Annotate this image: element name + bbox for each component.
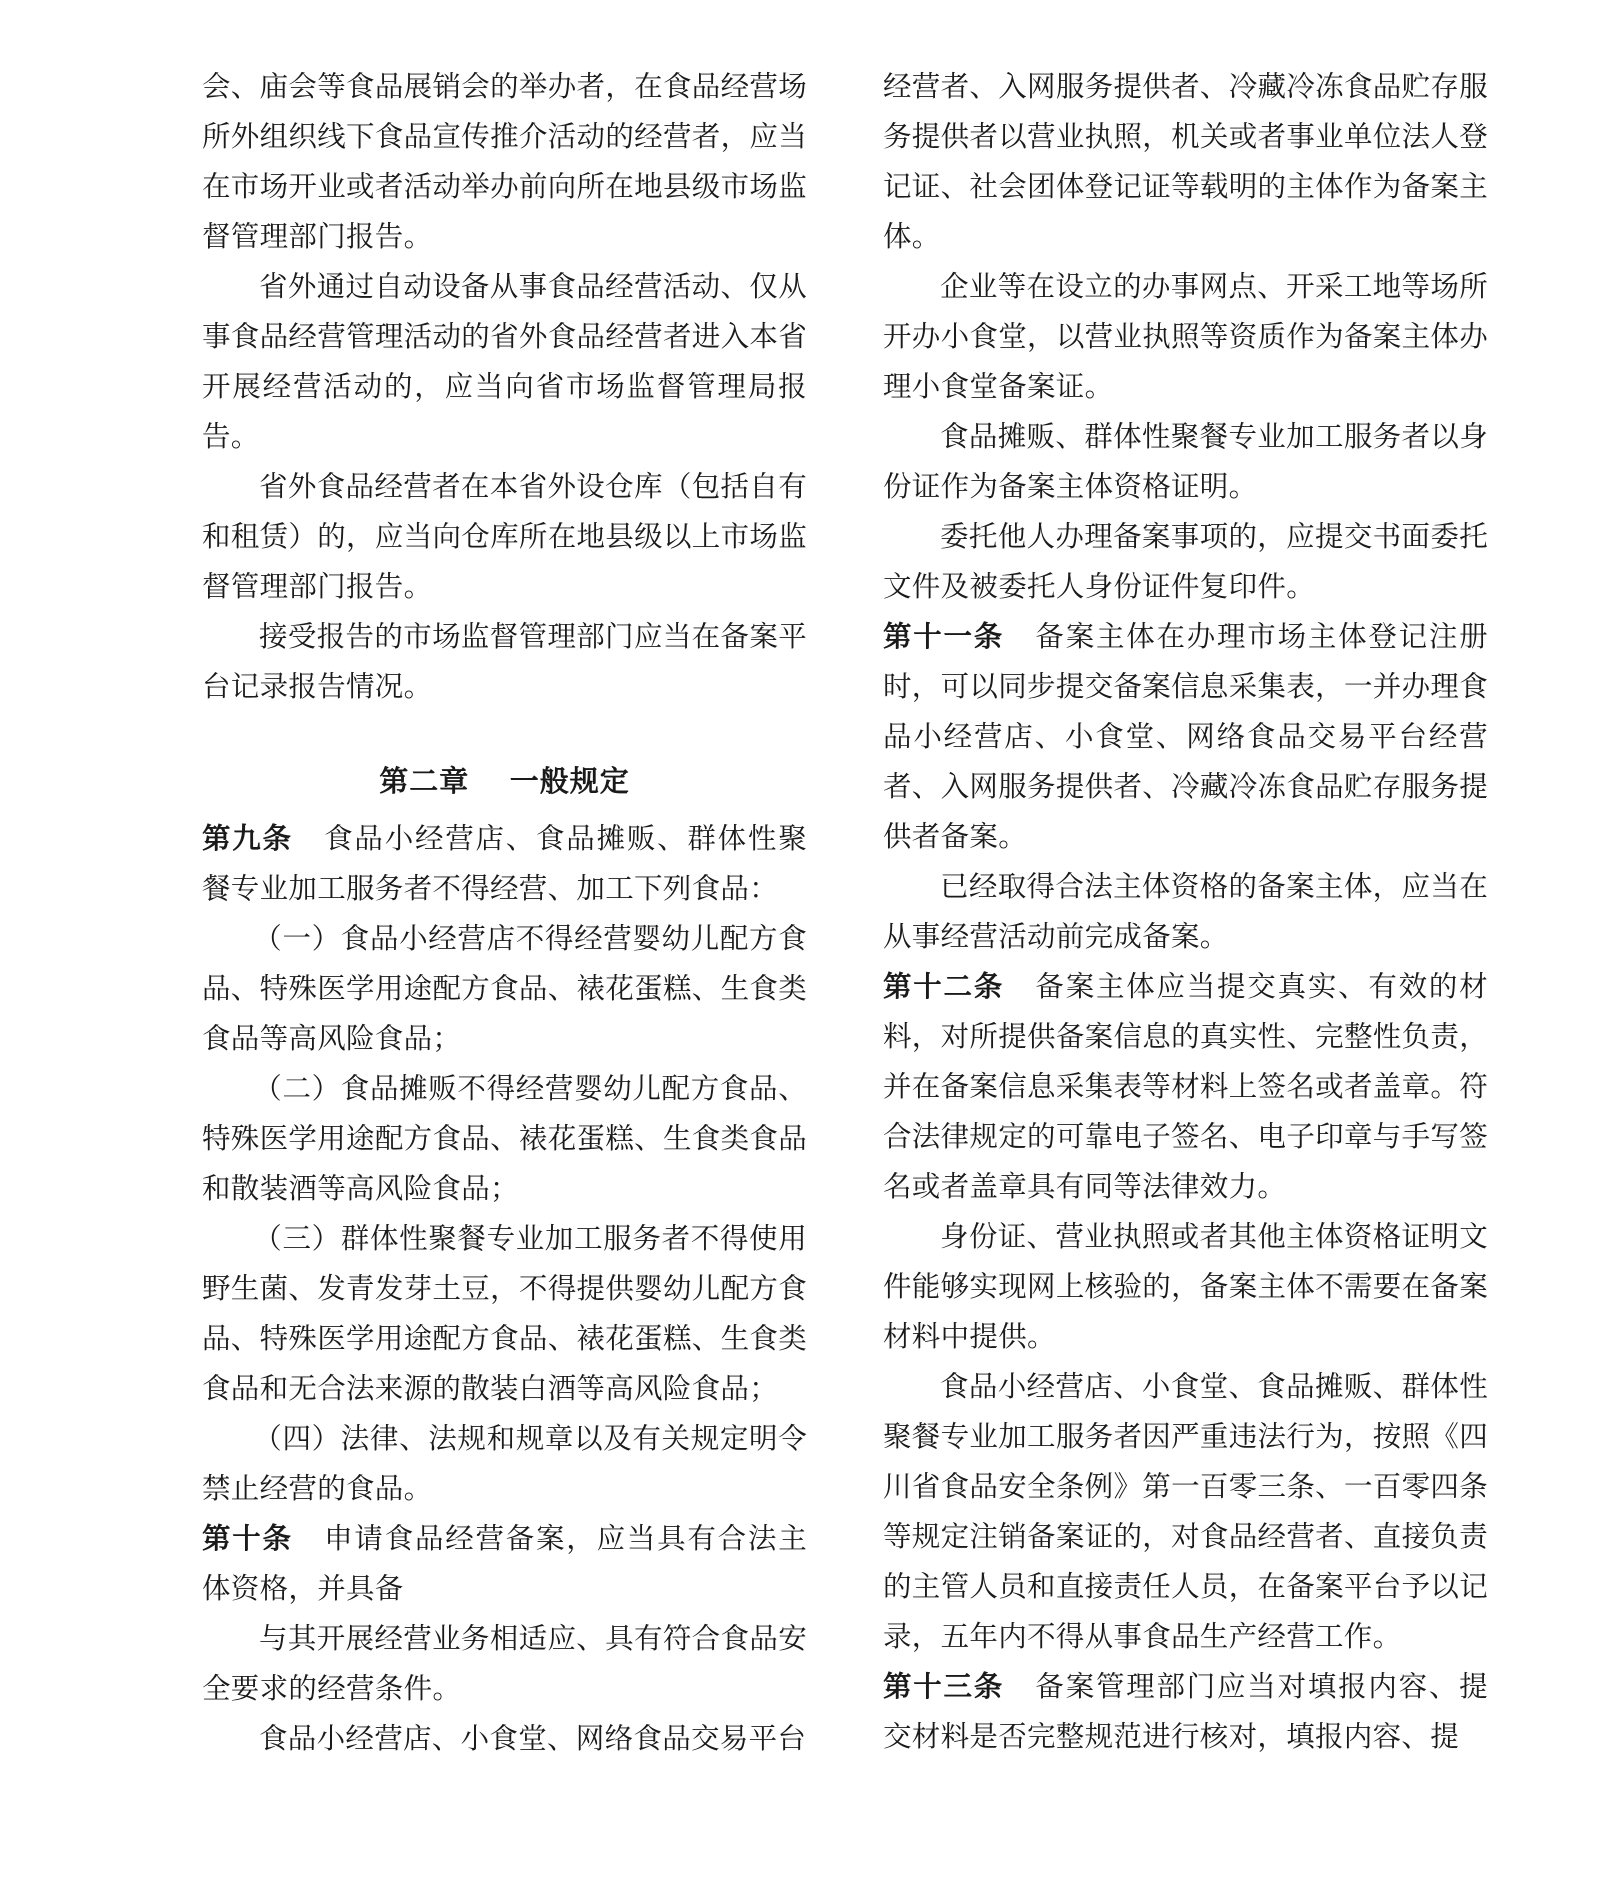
article-text: 备案主体应当提交真实、有效的材料，对所提供备案信息的真实性、完整性负责，并在备案信息采集表等材料上签名或者盖章。符合法律规定的可靠电子签名、电子印章与手写签名或者盖章具有同等法律效力。 [883, 970, 1488, 1203]
article-13 [883, 1662, 1488, 1762]
chapter-title: 一般规定 [509, 764, 630, 798]
chapter-heading [202, 756, 807, 806]
article-label: 第十三条 [883, 1670, 1005, 1703]
paragraph: 已经取得合法主体资格的备案主体，应当在从事经营活动前完成备案。 [883, 870, 1488, 953]
paragraph: 省外食品经营者在本省外设仓库（包括自有和租赁）的，应当向仓库所在地县级以上市场监督管理部门报告。 [202, 470, 807, 603]
article-label: 第十二条 [883, 970, 1005, 1003]
article-label: 第九条 [202, 822, 293, 855]
list-item: （四）法律、法规和规章以及有关规定明令禁止经营的食品。 [202, 1422, 807, 1505]
article-label: 第十一条 [883, 620, 1005, 653]
paragraph: 与其开展经营业务相适应、具有符合食品安全要求的经营条件。 [202, 1622, 807, 1705]
left-column [202, 62, 807, 1764]
article-text: 备案主体在办理市场主体登记注册时，可以同步提交备案信息采集表，一并办理食品小经营店、小食堂、网络食品交易平台经营者、入网服务提供者、冷藏冷冻食品贮存服务提供者备案。 [883, 620, 1488, 853]
paragraph: 省外通过自动设备从事食品经营活动、仅从事食品经营管理活动的省外食品经营者进入本省开展经营活动的，应当向省市场监督管理局报告。 [202, 270, 807, 453]
article-9 [202, 814, 807, 914]
list-item: （一）食品小经营店不得经营婴幼儿配方食品、特殊医学用途配方食品、裱花蛋糕、生食类食品等高风险食品； [202, 922, 807, 1055]
paragraph: 身份证、营业执照或者其他主体资格证明文件能够实现网上核验的，备案主体不需要在备案材料中提供。 [883, 1220, 1488, 1353]
article-10 [202, 1514, 807, 1614]
article-text: 申请食品经营备案，应当具有合法主体资格，并具备 [202, 1522, 807, 1605]
paragraph: 食品小经营店、小食堂、食品摊贩、群体性聚餐专业加工服务者因严重违法行为，按照《四川省食品安全条例》第一百零三条、一百零四条等规定注销备案证的，对食品经营者、直接负责的主管人员和直接责任人员，在备案平台予以记录，五年内不得从事食品生产经营工作。 [883, 1370, 1488, 1653]
paragraph: 食品小经营店、小食堂、网络食品交易平台 [259, 1722, 807, 1755]
paragraph: 接受报告的市场监督管理部门应当在备案平台记录报告情况。 [202, 620, 807, 703]
paragraph: 企业等在设立的办事网点、开采工地等场所开办小食堂，以营业执照等资质作为备案主体办理小食堂备案证。 [883, 270, 1488, 403]
paragraph: 食品摊贩、群体性聚餐专业加工服务者以身份证作为备案主体资格证明。 [883, 420, 1488, 503]
list-item: （二）食品摊贩不得经营婴幼儿配方食品、特殊医学用途配方食品、裱花蛋糕、生食类食品和散装酒等高风险食品； [202, 1072, 807, 1205]
chapter-number: 第二章 [379, 764, 470, 798]
article-text: 备案管理部门应当对填报内容、提交材料是否完整规范进行核对，填报内容、提 [883, 1670, 1488, 1753]
article-text: 食品小经营店、食品摊贩、群体性聚餐专业加工服务者不得经营、加工下列食品： [202, 822, 807, 905]
paragraph: 经营者、入网服务提供者、冷藏冷冻食品贮存服务提供者以营业执照，机关或者事业单位法人登记证、社会团体登记证等载明的主体作为备案主体。 [883, 70, 1488, 253]
article-label: 第十条 [202, 1522, 293, 1555]
article-12 [883, 962, 1488, 1212]
list-item: （三）群体性聚餐专业加工服务者不得使用野生菌、发青发芽土豆，不得提供婴幼儿配方食品、特殊医学用途配方食品、裱花蛋糕、生食类食品和无合法来源的散装白酒等高风险食品； [202, 1222, 807, 1405]
article-11 [883, 612, 1488, 862]
right-column [883, 62, 1488, 1762]
paragraph: 委托他人办理备案事项的，应提交书面委托文件及被委托人身份证件复印件。 [883, 520, 1488, 603]
paragraph: 会、庙会等食品展销会的举办者，在食品经营场所外组织线下食品宣传推介活动的经营者，应当在市场开业或者活动举办前向所在地县级市场监督管理部门报告。 [202, 70, 807, 253]
